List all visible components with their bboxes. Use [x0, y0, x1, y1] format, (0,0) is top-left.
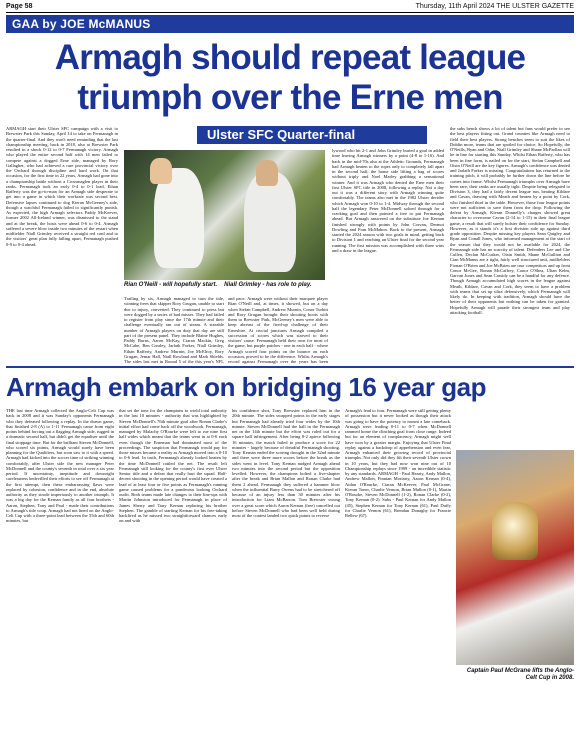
section-strap: Ulster SFC Quarter-final: [197, 126, 427, 144]
story1-column-1: ARMAGH start their Ulster SFC campaign with a visit to Brewster Park this Sunday, April 14 to take on Fermanagh in the quarter-final. And they won't need reminding that the last championship meeting, back in 2018, also at Brewster Park resulted in a shock 0-12 to 0-7 Fermanagh victory. Armagh who played the entire second half with 14 men failed to compete against a dogged Erne side, managed by Rory Gallagher, who had achieved a rare provincial victory over the Orchard through discipline and hard work. On that occasion, for the first time in 22 years, Armagh had gone into a championship battle without a Crossmaglen player in their ranks. Fermanagh took an early 0-4 to 0-1 lead, Ethan Rafferty was the go-to-man for an Armagh side desperate to get into a game in which their workrate was second best. Defensive lapses continued to dog Kieran McGeeney's side, though a watchful Fermanagh failed to significantly punish. As expected, the high Armagh selectors Paddy McKeever, former 2002 All-Ireland winner, was dismissed to the stand and at the break, the hosts were ahead 0-6 to 0-4. Armagh suffered a severe blow inside two minutes of the restart when midfielder Niall Grimley received a straight red card and to the visitors' great plan fully falling apart, Fermanagh pushed 0-9 to 0-4 ahead.: [6, 126, 118, 247]
trophy: [492, 502, 538, 560]
page-header: [6, 3, 574, 13]
story2-column-4: Armagh's lead to four. Fermanagh were still getting plenty of possession but it never looked as though their attack was going to have the potency to mount a late comeback. Armagh were leading 0-11 to 0-7 when McDonnell rammed home the clinching goal from close range. Indeed but for an element of complacency, Armagh might well have won by a greater margin. Enjoying that Ulster Final replay against a backdrop of apprehension and even fear, Armagh enhanced their growing record of provincial triumphs. Not only did they lift their seventh Ulster crown in 10 years, but they had now won nine out of 10 Championship replays since 1999 - an incredible statistic by any standards. ARMAGH - Paul Hearty, Andy Mallon, Andrew Mallon, Finnian Moriarty, Aaron Kernan (0-4), Aidan O'Rourke, Ciaran McKeever, Paul McGrane, Kieran Toner, Charlie Vernon, Brian Mallon (0-1), Martin O'Rourke, Steven McDonnell (1-2), Ronan Clarke (0-2), Tony Kernan (0-2). Subs - Paul Kernan for Andy Mallon (45), Stephen Kernan for Tony Kernan (61), Paul Duffy for Charlie Vernon (61), Brendan Donaghy for Francie Bellew (67).: [345, 408, 451, 518]
caption-left: Rian O'Neill - will hopefully start.: [124, 282, 218, 288]
section-divider: [6, 366, 574, 368]
caption-right: Niall Grimley - has role to play.: [224, 282, 312, 288]
date-line: Thursday, 11th April 2024 THE ULSTER GAZETTE: [415, 3, 574, 10]
players-photo: [124, 150, 325, 280]
cup-photo: [456, 450, 574, 665]
second-headline: Armagh embark on bridging 16 year gap: [6, 372, 486, 402]
story1-column-3: and pace. Armagh were without their marquee player Rian O'Neill and, at times, it showed, but on a day when Stefan Campbell, Andrew Murnin, Conor Turbitt and Rory Grugan brought their shooting boots with them to Brewster Park, McGeeney's men were able to keep abreast of the fired-up challenge of their Erneshire. At crucial junctures Armagh compiled a succession of scores which was starved to their visitors' cause. Fermanagh held their own for most of the game, but purple patches - one in each half - where Armagh scored four points on the bounce on each occasion, proved to be the difference. Whilst Armagh's record against Fermanagh over the years has been: [228, 296, 328, 364]
story1-column-4: lywood who hit 2-1 and John Grimley buried a goal in added time leaving Armagh winners by a point (4-8 to 1-16). And back in the mid-70s also at the Athletic Grounds, Fermanagh had Armagh beaten to the ropes only to completely fall apart in the second half, the home side lifting a bag of scores without triply and Noel Marley grabbing a sensational winner. And it was Armagh who denied the Erne men their first Ulster SFC title in 2008, following a replay. Not a day out it was a different story with Armagh winning quite comfortably. The teams also met in the 1982 Ulster decider which Armagh won 0-10 to 1-4. Midway through the second half the legendary Peter McDonnell soloed through for a cracking goal and then pointed a free to put Fermanagh ahead. But Armagh answered on the substitute Joe Kernan finished strongly with points by John Corvan, Dermot Dowling and Fran McMahon. Back to the present, Armagh started the 2024 season with two goals in mind, getting back to Division 1 and reaching an Ulster final for the second year running. The first mission was accomplished with three wins and a draw in the league.: [332, 148, 444, 253]
story1-column-6: the subs bench shows a lot of talent but fans would prefer to see the best players fitting out. Grand counties like Armagh need to field their best players. Strong benches seem to suit the likes of Dublin more, teams that are spoiled for choice. So Hopefully, the O'Neills, Ryan and Odin, Niall Grimley and Shane McParllan will be in line for starting this Sunday. Whilst Ethan Rafferty, who has been in fine form, is nailed on for the start, Stefan Campbell and Oisin O'Neill are the key figures. Armagh's confidence was dented and Jarlath Forker is missing. Congratulations has returned to the training pitch, it will probably be further down the line before he comes into frame. Whilst Fermanagh triumphs over Armagh have been rare, their ranks are usually tight. Despite being relegated to Division 3, they had a fairly decent league run, beating Kildare and Cavan, drawing with Meath and beaten by a point by Cork, who finished third in the table. However, those four league points were not sufficient to save them from the drop. Following the defeat by Armagh, Kieran Donnelly's charges showed great character to overcome Cavan (2-14 to 1-15) in their final league game, a result that will surely bolster their confidence for Sunday. However, as it stands it's a first division side up against third grade opposition. Despite missing key players Sean Quigley and Ryan and Conall Jones, who informed management at the start of the season that they would not be available for 2024, the Fermanagh side has no scarcity of talent. Defenders Lee and Che Cullen, Declan McCusker, Oisin Smith, Shane McGullion and Cian McManus are a tight, fairly well structured unit, midfielders Fionan O'Brien and Joe McBrien are true competitors and up front Conor McGee, Ronan McCaffrey, Conor O'Shea, Ultan Kelm, Garvan Jones and Sean Cassidy can be a handful for any defence. Though Armagh accumulated high scores in the league against Meath, Kildare, Cavan and Cork, they seem to have a problem with teams that set up ultra defensively, which Fermanagh will likely do. In keeping with tradition, Armagh should have the better of their opponents but nothing can be taken for granted. Hopefully Armagh will parade their strongest team and play attacking football.: [450, 126, 570, 315]
cup-photo-caption: Captain Paul McGrane lifts the Anglo-Celt Cup in 2008.: [466, 668, 574, 681]
main-headline: Armagh should repeat league triumph over the Erne men: [54, 38, 526, 117]
section-banner: GAA by JOE McMANUS: [6, 15, 574, 33]
story2-column-2: that set the tone for the champions to wield total authority in the last 10 minutes - authority that was highlighted by Steven McDonnell's 76th minute goal after Ronan Clarke's initial effort had come back off the woodwork. Fermanagh, managed by Malachy O'Rourke were left to rue nine first half wides which meant that the teams went in at 0-6 each even though the Erneman had dominated most of the proceedings. The suspicion that Fermanagh would pay for those misses became a reality as Armagh moved into a 0-10 to 0-6 lead. In truth, Fermanagh already looked beaten by the time McDonnell rattled the net. The result left Fermanagh still looking for the county's first ever Ulster Senior title and a defeat that really hurt the squad. Half-decent shooting in the opening period would have created a lead of at least four or five points as Fermanagh's running game caused problems for a ponderous looking Orchard outfit. Both teams made late changes to their line-ups with Martin Johnston introduced for Fermanagh in place of James Sherry and Tony Kernan replacing his brother Stephen. The gamble of starting Kernan for his free-taking backfired as he missed two straightforward chances early on and with: [119, 408, 227, 524]
photo-caption: [124, 282, 325, 289]
story2-column-3: his confidence shot, Tony Brewster replaced him in the 20th minute. The sides swapped points in the early stages but Fermanagh had already tried four wides by the 10th minute. Steven McDonnell had the ball in the Fermanagh net in the 14th minute but the effort was ruled out for a square ball infringement. After being 0-2 apiece following 16 minutes, the match failed to produce a score for 22 minutes - largely because of dreadful Fermanagh shooting. Tony Kernan ended the scoring drought in the 32nd minute and there were three more scores before the break as the sides went in level. Tony Kernan nudged Armagh ahead two minutes into the second period but the opposition levelled. However, the champions bolted a five-shapter after the break and Brian Mallon and Ronan Clarke had them 2 ahead. Fermanagh they suffered a hammer blow when the influential Barry Owens had to be stretchered off because of an injury less than 30 minutes after his introduction for Liam McBarron. Tom Brewster swung over a great score which Aaron Kernan (free) cancelled out before Steven McDonnell who had been well held during most of the contest landed two quick points to reverse: [232, 408, 340, 518]
page-number: Page 58: [6, 3, 33, 10]
story1-column-2: Trailing by six, Armagh managed to turn the tide, winning frees that skipper Rory Grugan, unable to start due to injury, converted. They continued to press but were dogged by a series of bad misses. They had failed to register from play since the 17th minute and their challenge eventually ran out of steam. A sizeable number of Armagh players on duty that day are still part of the present panel. They include Blaine Hughes, Paddy Burns, Aaron McKay, Ciaran Mackin, Greg McCabe, Ben Crealey, Jarlath Forker, Niall Grimley, Ethan Rafferty, Andrew Murnin, Joe McElroy, Rory Grugan, Jemar Hall, Niall Rowland and Mark Shields. The sides last met in Round 5 of the this year's NFL: [124, 296, 224, 364]
story2-column-1: THE last time Armagh collected the Anglo-Celt Cup was back in 2008 and it was Sunday's opponents Fermanagh who they defeated following a replay. In the drawn game, that finished 2-8 (A) to 1-11 Fermanagh came from eight points behind forcing out a flagging Armagh side, rugged in a dramatic second half, but didn't get the equaliser until the final stoppage time. But for the brilliant Steven McDonnell, who scored six points, Armagh would surely have been planning for the Qualifiers, but soon saw to it with a speed. Armagh had kicked into the soccer time of striking winning comfortably, after Ulster side the new manager Peter McDonnell and the county's seventh in total over a six year period. If uncertainty, ineptitude and downright carelessness bedevilled their efforts to see off Fermanagh at the first attempt, then these embarrassing flaws were replaced by cohesion, confidence and in the end, absolute authority as they strode imperiously to another triumph. It was a big day for the Kernan family as all four brothers - Aaron, Stephen, Tony and Paul - made their contributions to Armagh's title coup. Armagh had not lined on the Anglo-Celt Cup with a three-point lead between the 55th and 60th minutes, but: [6, 408, 114, 524]
